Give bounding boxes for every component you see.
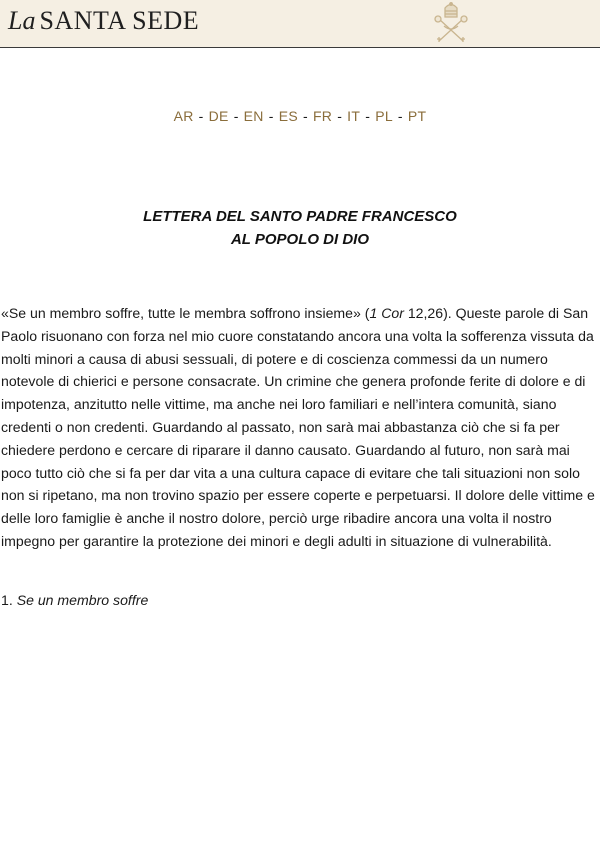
document-title <box>0 205 600 251</box>
section-title: Se un membro soffre <box>16 592 149 608</box>
title-line-1: LETTERA DEL SANTO PADRE FRANCESCO <box>143 208 457 225</box>
site-header <box>0 0 600 48</box>
lang-link-de[interactable]: DE <box>208 108 229 124</box>
lang-link-pl[interactable]: PL <box>375 108 393 124</box>
lang-link-ar[interactable]: AR <box>173 108 194 124</box>
language-selector <box>0 108 600 124</box>
papal-emblem-icon <box>432 2 470 44</box>
lang-separator: - <box>365 108 371 124</box>
lang-link-en[interactable]: EN <box>243 108 264 124</box>
section-heading <box>1 592 148 608</box>
brand-name: SANTA SEDE <box>39 6 200 35</box>
paragraph-text: 12,26). Queste parole di San Paolo risuonano con forza nel mio cuore constatando ancora una volta la sofferenza vissuta da molti minori a causa di abusi sessuali, di potere e di coscienza commessi da un numero notevole di chierici e persone consacrate. Un crimine che genera profonde ferite di dolore e di impotenza, anzitutto nelle vittime, ma anche nei loro familiari e nell’intera comunità, siano credenti o non credenti. Guardando al passato, non sarà mai abbastanza ciò che si fa per chiedere perdono e cercare di riparare il danno causato. Guardando al futuro, non sarà mai poco tutto ciò che si fa per dar vita a una cultura capace di evitare che tali situazioni non solo non si ripetano, ma non trovino spazio per essere coperte e perpetuarsi. Il dolore delle vittime e delle loro famiglie è anche il nostro dolore, perciò urge ribadire ancora una volta il nostro impegno per garantire la protezione dei minori e degli adulti in situazione di vulnerabilità. <box>1 305 595 549</box>
scripture-citation: 1 Cor <box>369 305 404 321</box>
lang-separator: - <box>397 108 403 124</box>
lang-separator: - <box>302 108 308 124</box>
title-line-2: AL POPOLO DI DIO <box>230 231 370 248</box>
lang-link-es[interactable]: ES <box>278 108 298 124</box>
lang-link-pt[interactable]: PT <box>407 108 427 124</box>
brand-prefix: La <box>8 6 36 35</box>
lang-separator: - <box>268 108 274 124</box>
lang-separator: - <box>233 108 239 124</box>
lang-separator: - <box>198 108 204 124</box>
lang-separator: - <box>337 108 343 124</box>
opening-quote: «Se un membro soffre, tutte le membra soffrono insieme» ( <box>1 305 370 321</box>
section-number: 1. <box>1 592 13 608</box>
lang-link-it[interactable]: IT <box>347 108 361 124</box>
lang-link-fr[interactable]: FR <box>312 108 333 124</box>
site-logo[interactable] <box>8 6 199 38</box>
body-paragraph <box>1 302 597 553</box>
